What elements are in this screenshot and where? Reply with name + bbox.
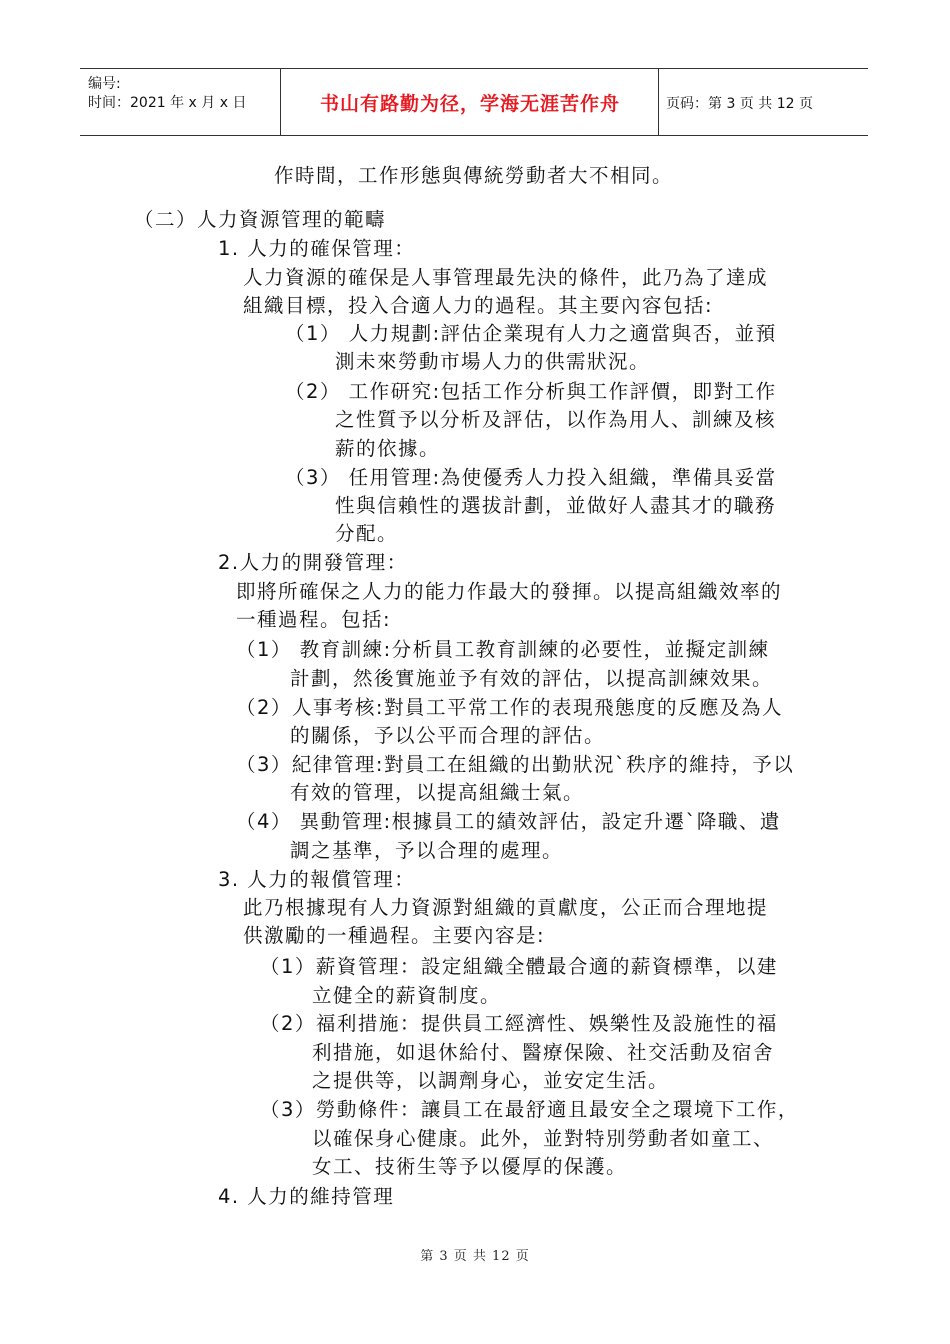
doc-time-label: 时间：2021 年 x 月 x 日 — [88, 95, 247, 111]
subsection-heading: 3. 人力的報償管理： — [218, 868, 416, 891]
header-page-info: 页码：第 3 页 共 12 页 — [666, 96, 813, 112]
header-divider-right — [658, 68, 659, 136]
section-heading: （二）人力資源管理的範疇 — [134, 208, 387, 231]
page-header — [80, 68, 868, 136]
list-item-continuation: 之提供等，以調劑身心，並安定生活。 — [312, 1069, 670, 1092]
list-item: （3） 任用管理:為使優秀人力投入組織，準備具妥當 — [285, 466, 777, 489]
subsection-heading: 4. 人力的維持管理 — [218, 1185, 395, 1208]
body-line: 供激勵的一種過程。主要內容是: — [243, 924, 546, 947]
list-item-continuation: 調之基準，予以合理的處理。 — [290, 839, 564, 862]
list-item: （3）紀律管理:對員工在組織的出勤狀況`秩序的維持，予以 — [236, 753, 795, 776]
list-item: （1） 人力規劃:評估企業現有人力之適當與否，並預 — [285, 322, 777, 345]
list-item-continuation: 測未來勞動市場人力的供需狀況。 — [335, 350, 651, 373]
list-item: （2） 工作研究:包括工作分析與工作評價，即對工作 — [285, 380, 777, 403]
header-divider-left — [280, 68, 281, 136]
list-item: （1）薪資管理：設定組織全體最合適的薪資標準，以建 — [260, 955, 778, 978]
subsection-heading: 1. 人力的確保管理： — [218, 237, 416, 260]
list-item-continuation: 計劃，然後實施並予有效的評估，以提高訓練效果。 — [290, 667, 774, 690]
body-line: 此乃根據現有人力資源對組織的貢獻度，公正而合理地提 — [243, 896, 769, 919]
list-item: （2）人事考核:對員工平常工作的表現飛態度的反應及為人 — [236, 696, 783, 719]
list-item-continuation: 以確保身心健康。此外，並對特別勞動者如童工、 — [312, 1127, 775, 1150]
list-item-continuation: 利措施，如退休給付、醫療保險、社交活動及宿舍 — [312, 1041, 775, 1064]
list-item-continuation: 女工、技術生等予以優厚的保護。 — [312, 1155, 628, 1178]
list-item-continuation: 分配。 — [335, 522, 399, 545]
list-item: （2）福利措施：提供員工經濟性、娛樂性及設施性的福 — [260, 1012, 778, 1035]
body-line: 人力資源的確保是人事管理最先決的條件，此乃為了達成 — [243, 266, 769, 289]
list-item: （1） 教育訓練:分析員工教育訓練的必要性，並擬定訓練 — [236, 638, 770, 661]
subsection-heading: 2.人力的開發管理： — [218, 551, 408, 574]
body-line: 即將所確保之人力的能力作最大的發揮。以提高組織效率的 — [236, 580, 783, 603]
body-line: 一種過程。包括: — [236, 608, 392, 631]
body-line: 作時間，工作形態與傳統勞動者大不相同。 — [274, 164, 674, 187]
list-item-continuation: 之性質予以分析及評估，以作為用人、訓練及核 — [335, 408, 777, 431]
header-motto: 书山有路勤为径，学海无涯苦作舟 — [319, 92, 620, 115]
list-item-continuation: 性與信賴性的選拔計劃，並做好人盡其才的職務 — [335, 494, 777, 517]
list-item-continuation: 有效的管理，以提高組織士氣。 — [290, 781, 585, 804]
list-item-continuation: 的關係，予以公平而合理的評估。 — [290, 724, 606, 747]
list-item-continuation: 立健全的薪資制度。 — [312, 984, 502, 1007]
page-footer: 第 3 页 共 12 页 — [420, 1249, 530, 1264]
list-item-continuation: 薪的依據。 — [335, 437, 441, 460]
list-item: （4） 異動管理:根據員工的績效評估，設定升遷`降職、遺 — [236, 810, 781, 833]
body-line: 組織目標，投入合適人力的過程。其主要內容包括: — [243, 294, 714, 317]
list-item: （3）勞動條件：讓員工在最舒適且最安全之環境下工作， — [260, 1098, 799, 1121]
doc-code-label: 编号: — [88, 76, 121, 92]
